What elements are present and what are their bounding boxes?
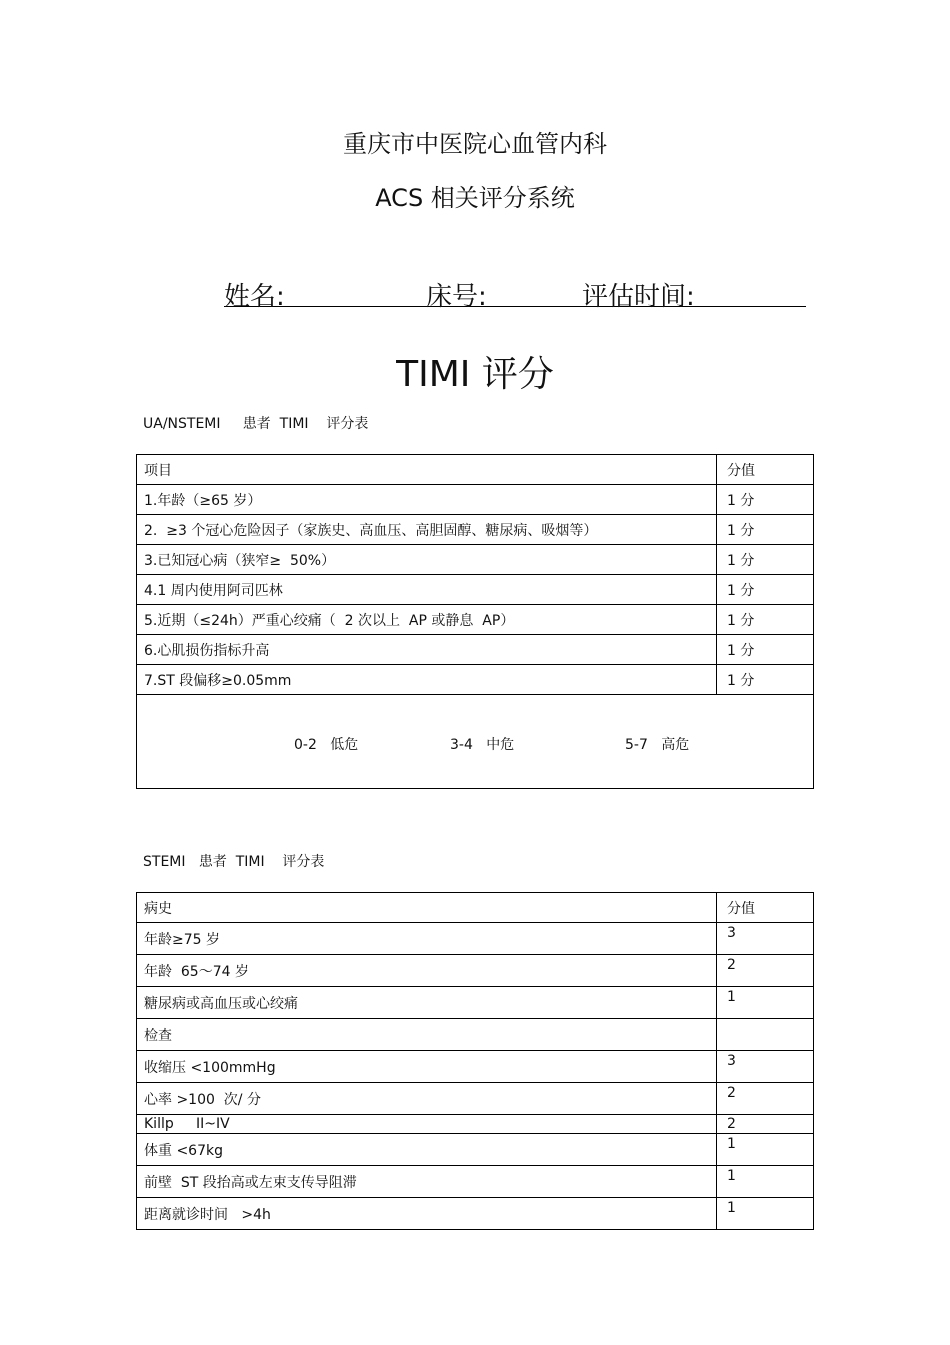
row-score: 1 <box>717 1134 814 1166</box>
row-item: 年龄 65～74 岁 <box>137 955 717 987</box>
risk-levels <box>137 727 813 756</box>
table-row <box>137 1083 814 1115</box>
row-item: 年龄≥75 岁 <box>137 923 717 955</box>
header-item: 项目 <box>137 455 717 485</box>
table-row <box>137 575 814 605</box>
row-item: 3.已知冠心病（狭窄≥ 50%） <box>137 545 717 575</box>
row-score: 1 分 <box>717 605 814 635</box>
row-score: 2 <box>717 955 814 987</box>
row-item: 检查 <box>137 1019 717 1051</box>
row-item: 糖尿病或高血压或心绞痛 <box>137 987 717 1019</box>
name-label: 姓名: <box>224 282 285 312</box>
table-row <box>137 1115 814 1134</box>
stemi-score-table <box>136 892 814 1230</box>
row-score: 1 分 <box>717 575 814 605</box>
row-score <box>717 1019 814 1051</box>
table-row <box>137 955 814 987</box>
table-row <box>137 635 814 665</box>
table-row <box>137 923 814 955</box>
row-item: 7.ST 段偏移≥0.05mm <box>137 665 717 695</box>
table-row <box>137 987 814 1019</box>
bed-label: 床号: <box>426 282 487 312</box>
table-header-row <box>137 893 814 923</box>
row-score: 1 分 <box>717 665 814 695</box>
table-row <box>137 1019 814 1051</box>
table-row <box>137 1166 814 1198</box>
row-item: 2. ≥3 个冠心危险因子（家族史、高血压、高胆固醇、糖尿病、吸烟等） <box>137 515 717 545</box>
row-item: 前壁 ST 段抬高或左束支传导阻滞 <box>137 1166 717 1198</box>
row-score: 1 <box>717 1166 814 1198</box>
table-row <box>137 485 814 515</box>
risk-low: 0-2 低危 <box>294 737 359 753</box>
hospital-name: 重庆市中医院心血管内科 <box>343 130 607 158</box>
row-score: 1 <box>717 987 814 1019</box>
row-score: 1 分 <box>717 635 814 665</box>
table-row <box>137 665 814 695</box>
table-row <box>137 1198 814 1230</box>
row-item: Killp II~IV <box>137 1115 717 1134</box>
table-row <box>137 545 814 575</box>
row-score: 2 <box>717 1083 814 1115</box>
row-score: 1 分 <box>717 515 814 545</box>
table-row <box>137 605 814 635</box>
row-score: 3 <box>717 923 814 955</box>
table-row <box>137 515 814 545</box>
row-item: 6.心肌损伤指标升高 <box>137 635 717 665</box>
row-item: 5.近期（≤24h）严重心绞痛（ 2 次以上 AP 或静息 AP） <box>137 605 717 635</box>
row-item: 收缩压 <100mmHg <box>137 1051 717 1083</box>
stemi-caption: STEMI 患者 TIMI 评分表 <box>143 854 325 870</box>
row-score: 1 分 <box>717 485 814 515</box>
table-row <box>137 1051 814 1083</box>
timi-title: TIMI 评分 <box>396 354 554 395</box>
row-score: 2 <box>717 1115 814 1134</box>
assessment-time-label: 评估时间: <box>582 282 695 312</box>
row-item: 1.年龄（≥65 岁） <box>137 485 717 515</box>
risk-high: 5-7 高危 <box>625 737 690 753</box>
table-header-row <box>137 455 814 485</box>
table-row <box>137 1134 814 1166</box>
row-item: 4.1 周内使用阿司匹林 <box>137 575 717 605</box>
header-score: 分值 <box>717 455 814 485</box>
ua-nstemi-caption: UA/NSTEMI 患者 TIMI 评分表 <box>143 416 369 432</box>
ua-nstemi-score-table <box>136 454 814 789</box>
row-item: 心率 >100 次/ 分 <box>137 1083 717 1115</box>
risk-row <box>137 695 814 789</box>
header-score: 分值 <box>717 893 814 923</box>
risk-medium: 3-4 中危 <box>450 737 515 753</box>
system-title: ACS 相关评分系统 <box>375 184 575 212</box>
row-score: 1 分 <box>717 545 814 575</box>
row-score: 3 <box>717 1051 814 1083</box>
patient-info-line <box>224 276 806 312</box>
row-item: 距离就诊时间 >4h <box>137 1198 717 1230</box>
header-history: 病史 <box>137 893 717 923</box>
row-item: 体重 <67kg <box>137 1134 717 1166</box>
row-score: 1 <box>717 1198 814 1230</box>
